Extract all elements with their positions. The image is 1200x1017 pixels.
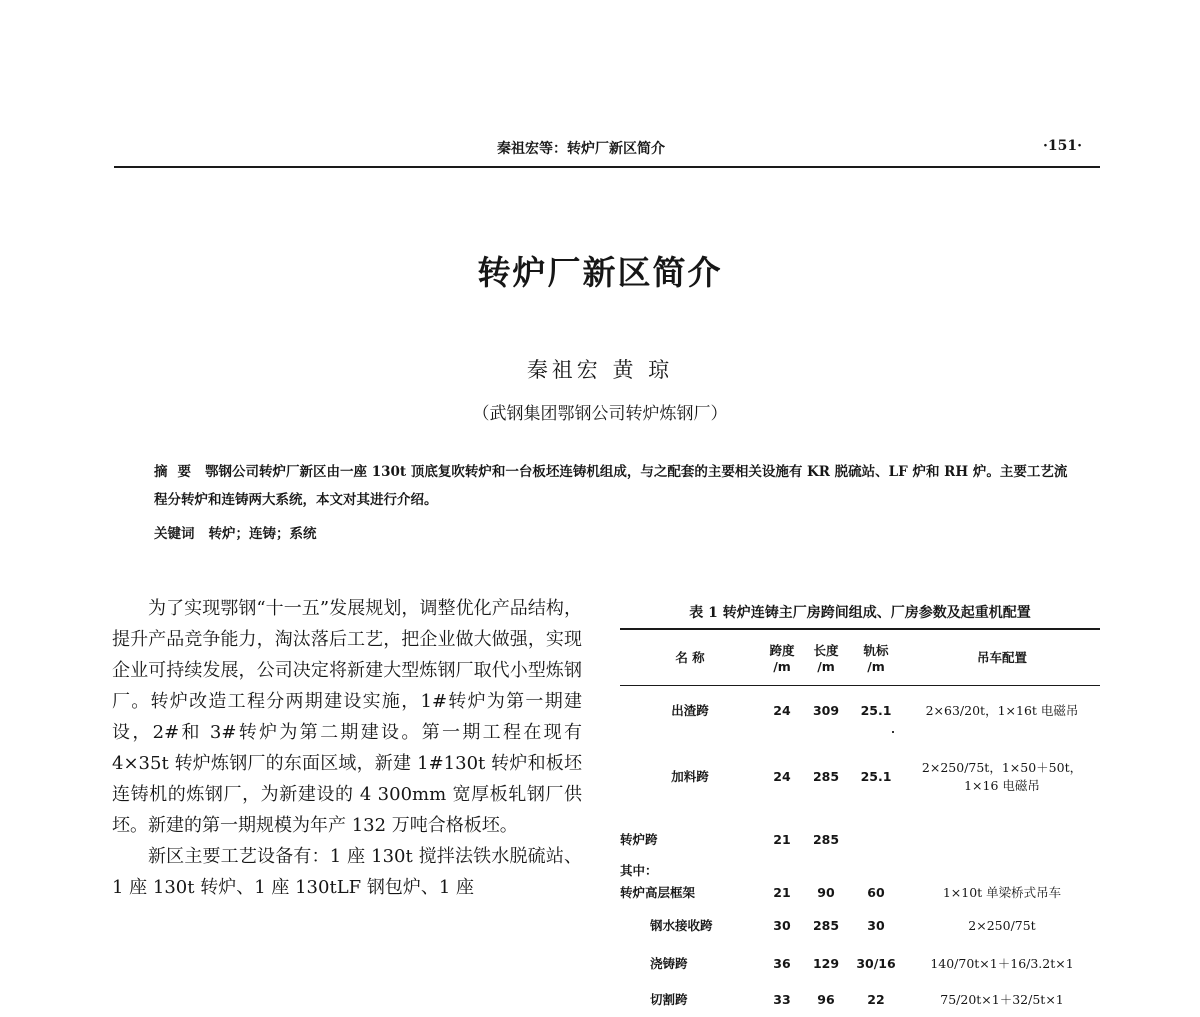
cell-crane	[904, 735, 1100, 817]
span-unit: /m	[773, 658, 791, 674]
length-label: 长度	[813, 642, 839, 658]
length-unit: /m	[817, 658, 835, 674]
cell-name: 其中：	[620, 863, 658, 878]
cell-rail	[848, 817, 904, 861]
cell-rail	[848, 861, 904, 879]
cell-name: 转炉高层框架	[620, 885, 696, 900]
crane-table	[620, 628, 1100, 1017]
table-row	[620, 945, 1100, 981]
rail-unit: /m	[867, 658, 885, 674]
col-span-header	[760, 629, 804, 685]
cell-rail: 30/16	[856, 955, 896, 971]
cell-length: 96	[817, 991, 835, 1007]
table-row	[620, 879, 1100, 905]
abstract-label: 摘要	[154, 464, 201, 480]
scan-speck	[892, 731, 894, 733]
cell-span: 24	[773, 768, 791, 784]
table-header-row	[620, 629, 1100, 685]
cell-name: 出渣跨	[671, 703, 709, 719]
col-rail-header	[848, 629, 904, 685]
cell-span: 21	[773, 831, 791, 847]
cell-span: 24	[773, 702, 791, 718]
cell-span: 21	[773, 884, 791, 900]
cell-length: 309	[812, 702, 840, 718]
cell-rail: 25.1	[860, 768, 892, 784]
page-number: ·151·	[1043, 138, 1082, 154]
paper-title: 转炉厂新区简介	[477, 253, 723, 292]
cell-span: 33	[773, 991, 791, 1007]
crane-line-2: 1×16 电磁吊	[964, 778, 1040, 793]
cell-rail: 25.1	[860, 702, 892, 718]
table-row	[620, 981, 1100, 1017]
cell-rail: 30	[867, 917, 885, 933]
table-row	[620, 685, 1100, 735]
table-caption: 表 1 转炉连铸主厂房跨间组成、厂房参数及起重机配置	[689, 605, 1031, 621]
cell-length: 285	[812, 831, 840, 847]
body-paragraph-1: 为了实现鄂钢“十一五”发展规划，调整优化产品结构，提升产品竞争能力，淘汰落后工艺，把企业做大做强，实现企业可持续发展，公司决定将新建大型炼钢厂取代小型炼钢厂。转炉改造工程分两期建设实施，1#转炉为第一期建设，2#和 3#转炉为第二期建设。第一期工程在现有 4×35t 转炉炼钢厂的东面区域，新建 1#130t 转炉和板坯连铸机的炼钢厂，为新建设的 4 300mm 宽厚板轧钢厂供坯。新建的第一期规模为年产 132 万吨合格板坯。	[112, 598, 582, 836]
cell-name: 浇铸跨	[650, 956, 688, 971]
crane-line-1: 2×250/75t，1×50＋50t，	[921, 760, 1083, 775]
cell-crane	[904, 817, 1100, 861]
table-row	[620, 905, 1100, 945]
cell-crane: 140/70t×1＋16/3.2t×1	[930, 956, 1074, 971]
cell-span: 30	[773, 917, 791, 933]
body-text	[112, 593, 582, 903]
cell-length: 129	[812, 955, 840, 971]
authors: 秦祖宏 黄 琼	[526, 358, 674, 382]
cell-crane: 75/20t×1＋32/5t×1	[940, 992, 1064, 1007]
cell-span	[760, 861, 804, 879]
cell-crane	[904, 861, 1100, 879]
keywords-text: 转炉；连铸；系统	[208, 526, 317, 542]
cell-rail: 22	[867, 991, 885, 1007]
header-rule	[114, 166, 1100, 168]
col-length-header	[804, 629, 848, 685]
cell-crane: 1×10t 单梁桥式吊车	[942, 885, 1062, 900]
affiliation: （武钢集团鄂钢公司转炉炼钢厂）	[472, 404, 728, 424]
cell-length: 285	[812, 917, 840, 933]
cell-name: 钢水接收跨	[650, 918, 713, 933]
cell-length: 90	[817, 884, 835, 900]
cell-length	[804, 861, 848, 879]
running-title: 秦祖宏等：转炉厂新区简介	[497, 141, 665, 157]
cell-rail: 60	[867, 884, 885, 900]
span-label: 跨度	[769, 642, 795, 658]
cell-name: 加料跨	[671, 769, 709, 784]
body-paragraph-2: 新区主要工艺设备有：1 座 130t 搅拌法铁水脱硫站、1 座 130t 转炉、1 座 130tLF 钢包炉、1 座	[112, 846, 582, 898]
abstract	[154, 458, 1076, 514]
cell-name: 转炉跨	[620, 832, 658, 847]
col-crane-header: 吊车配置	[976, 650, 1027, 666]
cell-crane: 2×250/75t	[968, 917, 1036, 933]
keywords	[154, 522, 317, 542]
abstract-text: 鄂钢公司转炉厂新区由一座 130t 顶底复吹转炉和一台板坯连铸机组成，与之配套的主要相关设施有 KR 脱硫站、LF 炉和 RH 炉。主要工艺流程分转炉和连铸两大系统，本文对其进行介绍。	[154, 464, 1068, 508]
col-name-header: 名 称	[675, 650, 705, 666]
table-row	[620, 817, 1100, 861]
cell-length: 285	[812, 768, 840, 784]
cell-crane: 2×63/20t，1×16t 电磁吊	[925, 703, 1079, 719]
keywords-label: 关键词	[154, 526, 195, 542]
table-row	[620, 861, 1100, 879]
table-row	[620, 735, 1100, 817]
cell-name: 切割跨	[650, 992, 688, 1007]
rail-label: 轨标	[863, 642, 889, 658]
cell-span: 36	[773, 955, 791, 971]
